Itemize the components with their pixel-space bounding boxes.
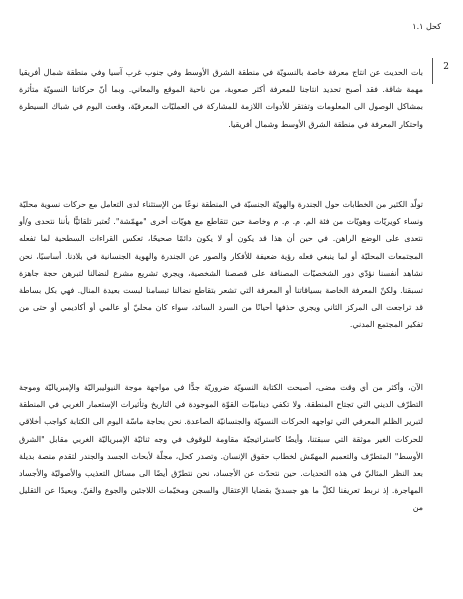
paragraph-2: تولّد الكثير من الخطابات حول الجندرة والهويّة الجنسيّة في المنطقة نوعًا من الإستثناء لدى التعامل مع حركات نسوية محليّة ونساء كويريّات وهويّات من فئة الم. م. م. م وخاصة حين تتقاطع مع هويّات أخرى "مهمّشة". تُعتبر تلقائيًّا بأننا نتحدى و/أو نتعدى على الوضع الراهن. في حين أن هذا قد يكون أو لا يكون دائمًا صحيحًا، تعكس القراءات السطحية لما تفعله المجتمعات المحليّة أو لما ينبغي فعله رؤية ضعيفة للأفكار والصور عن الجندرة والهوية الجنسانية في بلادنا. أساسيًا، نحن نشاهد أنفسنا نؤدّي دور الشخصيّات المصنافة على قصصنا الشخصية، ويجري تشريع مشرع لنضالنا لتبرهن حجة جاهزة تسبقنا. ولكنّ المعرفة الخاصة بسياقاتنا أو المعرفة التي تشعر بتقاطع نضالنا تبسامنا لبست بعيدة المنال. فهي بكل بساطة قد تراجعت الى المركز الثاني ويجري حذفها أحيانًا من السرد السائد، سواء كان محليّ أو عالمي أو أكاديمي أو حتى من تفكير المجتمع المدني.: [19, 199, 423, 330]
running-header: كحل ١.١: [412, 22, 441, 31]
margin-rule: [432, 58, 433, 84]
paragraph-1: بات الحديث عن انتاج معرفة خاصة بالنسويّة في منطقة الشرق الأوسط وفي جنوب غرب آسيا وفي منطقة شمال أفريقيا مهمة شاقة. فقد أصبح تحديد انتاجنا للمعرفة أكثر صعوبة، من ناحية الموقع والمعاني. وبما أنّ حركاتنا النسويّة متأثرة بمشاكل الوصول الى المعلومات وتفتقر للأدوات اللازمة للمشاركة في العمليّات المعرفيّة، وقعت اليوم في شباك السيطرة واحتكار المعرفة في منطقة الشرق الأوسط وشمال أفريقيا.: [19, 67, 423, 129]
page-number: 2: [443, 62, 449, 72]
paragraph-3: الآن، وأكثر من أي وقت مضى، أصبحت الكتابة النسويّة ضروريّة جدًّا في مواجهة موجة النيوليبراليّة والإمبرياليّة وموجة التطرّف الديني التي تجتاح المنطقة. ولا تكفي ديناميّات القوّة الموجودة في التاريخ وتأثيرات الإستعمار الغربي في المنطقة لتبرير الظلم المعرفي التي تواجهه الحركات النسويّة والجنسانيّة الصاعدة. نحن بحاجة ماسّة اليوم الى الكتابة كواجب أخلاقي للحركات الغير موثقة التي سبقتنا، وأيضًا كاستراتيجيّة مقاومة للوقوف في وجه ثنائيّة الإمبرياليّة الغربي مقابل "الشرق الأوسط" المتطرّف والتعميم المهمّش لخطاب حقوق الإنسان. وتصدر كحل، مجلّة لأبحاث الجسد والجندر لتقدم منصة بديلة بعد النظر المثاليّ في هذه التحديات. حين نتحدّث عن الأجساد، نحن نتطرّق أيضًا الى مسائل التعذيب والأصوليّة والأجساد المهاجرة. إذ نربط تعريفنا لكلّ ما هو جسديّ بقضايا الإعتقال والسجن ومخيّمات اللاجئين والجوع والفنّ. وبعيدًا عن التقليل من: [19, 382, 423, 513]
